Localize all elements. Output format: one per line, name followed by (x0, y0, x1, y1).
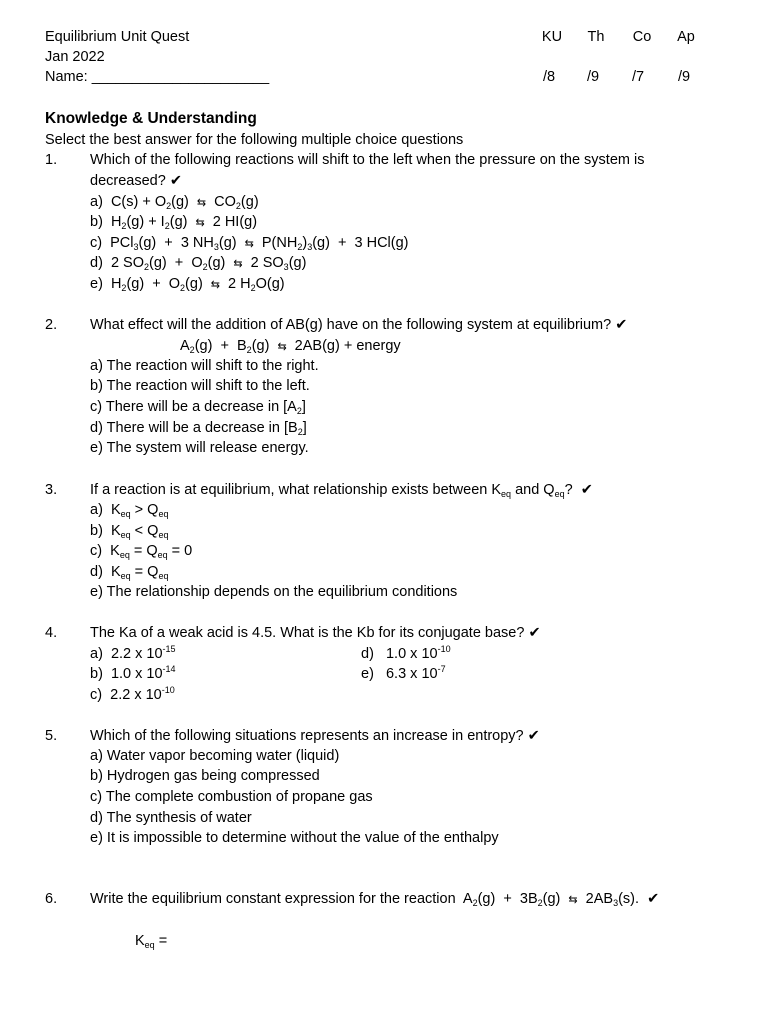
name-field-label: Name: ______________________ (45, 69, 270, 85)
q4-option-d: d) 1.0 x $10^{-10}$ (361, 644, 451, 662)
check-icon: ✔ (647, 891, 660, 907)
q1-text: Which of the following reactions will shift to the left when the pressure on the system is (90, 152, 645, 168)
q2-text: What effect will the addition of AB(g) have on the following system at equilibrium? ✔ (90, 317, 628, 333)
q4-text: The Ka of a weak acid is 4.5. What is the Kb for its conjugate base? ✔ (90, 625, 541, 641)
q3-option-d: d) $K_{eq} = Q_{eq}$ (90, 564, 169, 581)
q2-option-a: a) The reaction will shift to the right. (90, 358, 319, 374)
score-label-th: Th (587, 29, 605, 45)
score-total-co: /7 (631, 69, 645, 85)
q1-option-b: b) $H_2(g) + I_2(g)$ ⇆ 2 HI(g) (90, 214, 258, 231)
q5-option-c: c) The complete combustion of propane gas (90, 789, 373, 805)
q2-equation: $A_2(g) + B_2(g)$ ⇆ 2AB(g) + energy (180, 338, 401, 355)
score-total-th: /9 (586, 69, 600, 85)
q3-text: If a reaction is at equilibrium, what relationship exists between $K_{eq}$ and $Q_{eq}$? ✔ (90, 482, 593, 499)
q5-option-d: d) The synthesis of water (90, 810, 252, 826)
check-icon: ✔ (527, 728, 540, 744)
q5-number: 5. (45, 728, 58, 744)
check-icon: ✔ (528, 625, 541, 641)
q1-option-c: c) PCl$_3$(g) + 3 $NH_3(g)$ ⇆ $P(NH_2)_3(g) + 3$ HCl(g) (90, 235, 409, 252)
q4-option-e: e) 6.3 x $10^{-7}$ (361, 664, 446, 682)
q5-option-b: b) Hydrogen gas being compressed (90, 768, 320, 784)
check-icon: ✔ (169, 173, 182, 189)
q3-option-e: e) The relationship depends on the equilibrium conditions (90, 584, 458, 600)
q6-text: Write the equilibrium constant expression for the reaction $A_2(g) + 3B_2(g)$ ⇆ $2AB_3(s)$. ✔ (90, 891, 660, 908)
q2-option-e: e) The system will release energy. (90, 440, 309, 456)
q2-option-b: b) The reaction will shift to the left. (90, 378, 310, 394)
section-instructions: Select the best answer for the following multiple choice questions (45, 132, 464, 148)
q1-option-a: a) $C(s) + O_2(g)$ ⇆ $CO_2(g)$ (90, 194, 259, 211)
q6-answer-keq-label: $K_{eq}$ = (135, 933, 168, 950)
score-label-ku: KU (541, 29, 563, 45)
score-label-ap: Ap (677, 29, 695, 45)
section-title: Knowledge & Understanding (45, 110, 257, 127)
check-icon: ✔ (615, 317, 628, 333)
q4-option-b: b) 1.0 x $10^{-14}$ (90, 664, 176, 682)
score-total-ku: /8 (542, 69, 556, 85)
q1-option-e: e) $H_2(g) + O_2(g)$ ⇆ 2 $H_2O(g)$ (90, 276, 285, 293)
q5-option-e: e) It is impossible to determine without the value of the enthalpy (90, 830, 499, 846)
quiz-date: Jan 2022 (45, 49, 105, 65)
q6-number: 6. (45, 891, 58, 907)
quiz-title: Equilibrium Unit Quest (45, 29, 190, 45)
q3-option-b: b) $K_{eq} < Q_{eq}$ (90, 523, 169, 540)
q2-option-d: d) There will be a decrease in $[B_2]$ (90, 420, 307, 437)
q3-option-c: c) $K_{eq} = Q_{eq} = 0$ (90, 543, 193, 560)
score-label-co: Co (632, 29, 652, 45)
q4-option-c: c) 2.2 x $10^{-10}$ (90, 685, 175, 703)
q2-option-c: c) There will be a decrease in $[A_2]$ (90, 399, 306, 416)
q3-option-a: a) $K_{eq} > Q_{eq}$ (90, 502, 169, 519)
check-icon: ✔ (580, 482, 593, 498)
q1-option-d: d) 2 $SO_2(g) + O_2(g)$ ⇆ 2 $SO_3(g)$ (90, 255, 307, 272)
q2-number: 2. (45, 317, 58, 333)
q3-number: 3. (45, 482, 58, 498)
q1-text-continued: decreased? ✔ (90, 173, 182, 189)
q4-option-a: a) 2.2 x $10^{-15}$ (90, 644, 176, 662)
q4-number: 4. (45, 625, 58, 641)
q1-number: 1. (45, 152, 58, 168)
score-total-ap: /9 (677, 69, 691, 85)
q5-option-a: a) Water vapor becoming water (liquid) (90, 748, 340, 764)
q5-text: Which of the following situations represents an increase in entropy? ✔ (90, 728, 540, 744)
